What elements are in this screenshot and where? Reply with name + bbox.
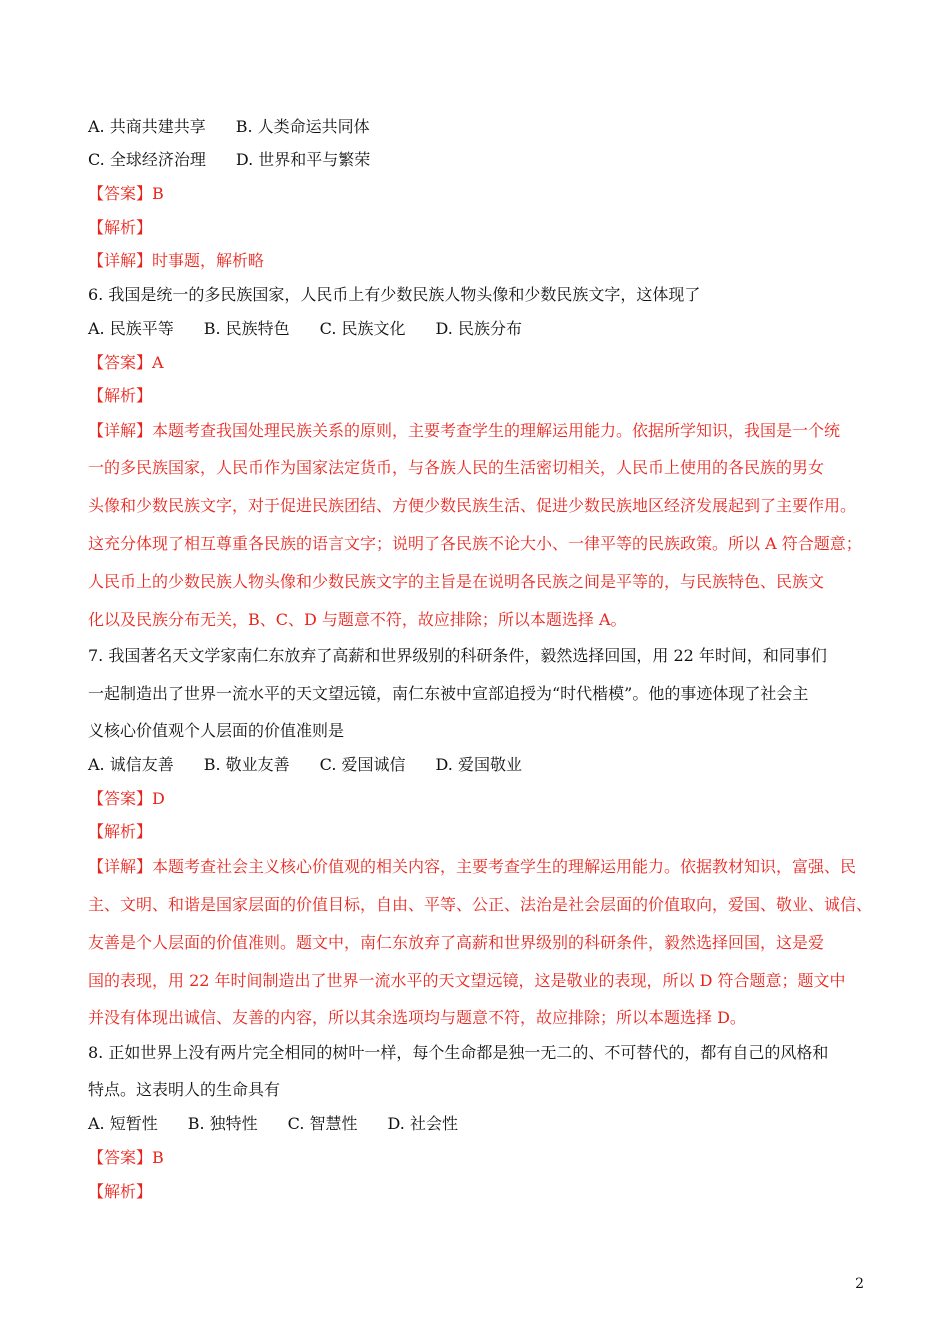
- q7-detail-line-5: 并没有体现出诚信、友善的内容，所以其余选项均与题意不符，故应排除；所以本题选择 D。: [88, 1008, 746, 1027]
- q6-option-b: B. 民族特色: [203, 319, 290, 338]
- q6-answer: 【答案】A: [88, 353, 164, 372]
- q7-option-b: B. 敬业友善: [203, 755, 290, 774]
- q5-options-row-2: [88, 149, 880, 171]
- q6-detail-line-5: 人民币上的少数民族人物头像和少数民族文字的主旨是在说明各民族之间是平等的，与民族特色、民族文: [88, 572, 825, 591]
- q7-options: [88, 754, 880, 776]
- q8-analysis-label: 【解析】: [88, 1182, 153, 1201]
- q6-option-d: D. 民族分布: [435, 319, 522, 338]
- q6-detail-line-4: 这充分体现了相互尊重各民族的语言文字；说明了各民族不论大小、一律平等的民族政策。所以 A 符合题意；: [88, 534, 862, 553]
- q6-detail-line-6: 化以及民族分布无关，B、C、D 与题意不符，故应排除；所以本题选择 A。: [88, 610, 627, 629]
- q8-option-a: A. 短暂性: [88, 1114, 158, 1133]
- q7-detail-line-4: 国的表现，用 22 年时间制造出了世界一流水平的天文望远镜，这是敬业的表现，所以 D 符合题意；题文中: [88, 971, 846, 990]
- q6-option-c: C. 民族文化: [319, 319, 406, 338]
- q6-option-a: A. 民族平等: [88, 319, 174, 338]
- q8-option-c: C. 智慧性: [287, 1114, 358, 1133]
- page-number: 2: [855, 1276, 864, 1292]
- q7-analysis-label: 【解析】: [88, 822, 153, 841]
- q7-answer: 【答案】D: [88, 789, 165, 808]
- q7-detail-line-3: 友善是个人层面的价值准则。题文中，南仁东放弃了高薪和世界级别的科研条件，毅然选择回国，这是爱: [88, 933, 825, 952]
- q7-detail-line-2: 主、文明、和谐是国家层面的价值目标，自由、平等、公正、法治是社会层面的价值取向，爱国、敬业、诚信、: [88, 895, 873, 914]
- q5-detail-text: 时事题，解析略: [152, 251, 265, 270]
- q5-analysis-label: 【解析】: [88, 218, 153, 237]
- q5-options-row-1: [88, 116, 880, 138]
- q8-options: [88, 1113, 880, 1135]
- q5-detail-tag: 【详解】: [88, 251, 153, 270]
- q6-detail-line-2: 一的多民族国家，人民币作为国家法定货币，与各族人民的生活密切相关，人民币上使用的各民族的男女: [88, 458, 825, 477]
- q5-option-b: B. 人类命运共同体: [235, 117, 370, 136]
- q6-detail-line-3: 头像和少数民族文字，对于促进民族团结、方便少数民族生活、促进少数民族地区经济发展起到了主要作用。: [88, 496, 857, 515]
- q7-stem-line-1: 7. 我国著名天文学家南仁东放弃了高薪和世界级别的科研条件，毅然选择回国，用 22 年时间，和同事们: [88, 646, 827, 665]
- q6-stem: 6. 我国是统一的多民族国家，人民币上有少数民族人物头像和少数民族文字，这体现了: [88, 285, 701, 304]
- q8-option-d: D. 社会性: [387, 1114, 458, 1133]
- q7-option-d: D. 爱国敬业: [435, 755, 522, 774]
- q8-answer: 【答案】B: [88, 1148, 164, 1167]
- q8-stem-line-2: 特点。这表明人的生命具有: [88, 1080, 281, 1099]
- q5-answer: 【答案】B: [88, 184, 164, 203]
- q7-option-c: C. 爱国诚信: [319, 755, 406, 774]
- q5-option-d: D. 世界和平与繁荣: [235, 150, 371, 169]
- q7-detail-line-1: 【详解】本题考查社会主义核心价值观的相关内容，主要考查学生的理解运用能力。依据教材知识，富强、民: [88, 857, 857, 876]
- q7-option-a: A. 诚信友善: [88, 755, 174, 774]
- q6-detail-line-1: 【详解】本题考查我国处理民族关系的原则，主要考查学生的理解运用能力。依据所学知识，我国是一个统: [88, 421, 841, 440]
- q5-option-c: C. 全球经济治理: [88, 150, 206, 169]
- q7-stem-line-2: 一起制造出了世界一流水平的天文望远镜，南仁东被中宣部追授为“时代楷模”。他的事迹体现了社会主: [88, 684, 809, 703]
- q7-stem-line-3: 义核心价值观个人层面的价值准则是: [88, 721, 345, 740]
- q5-detail: [88, 250, 880, 272]
- q5-option-a: A. 共商共建共享: [88, 117, 206, 136]
- q8-option-b: B. 独特性: [187, 1114, 258, 1133]
- q6-options: [88, 318, 880, 340]
- q6-analysis-label: 【解析】: [88, 386, 153, 405]
- q8-stem-line-1: 8. 正如世界上没有两片完全相同的树叶一样，每个生命都是独一无二的、不可替代的，都有自己的风格和: [88, 1043, 829, 1062]
